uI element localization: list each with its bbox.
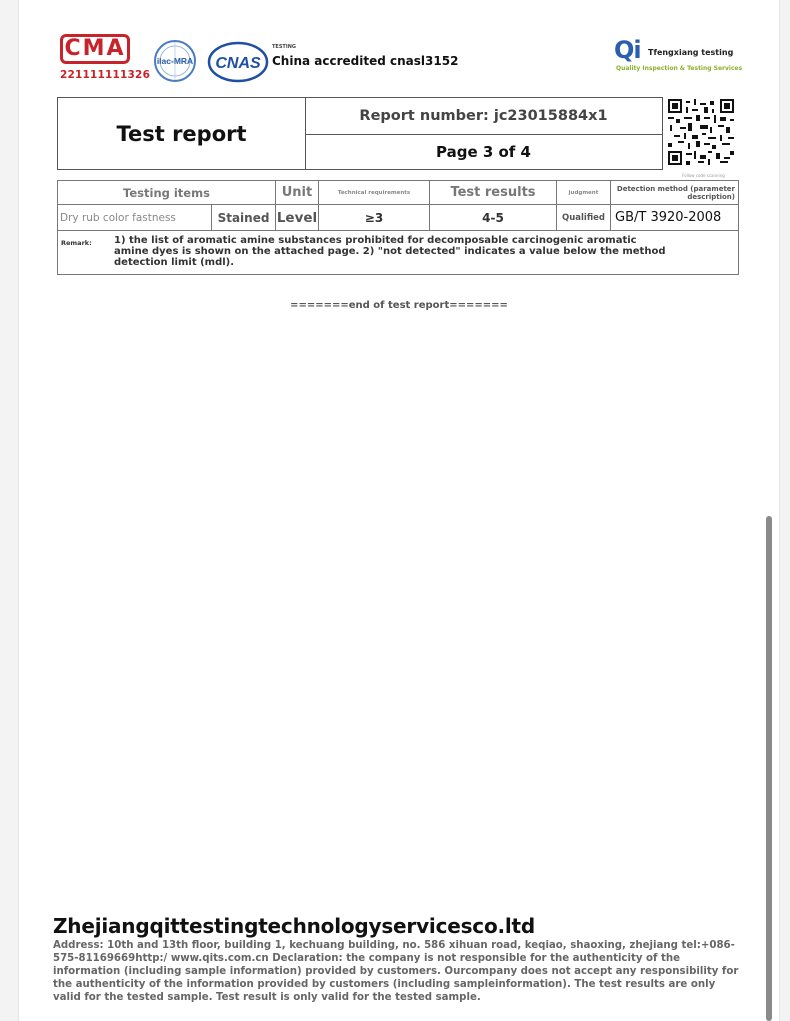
- header-judgment: judgment: [557, 181, 611, 205]
- cnas-mark: CNAS: [215, 55, 261, 72]
- cma-mark: CMA: [60, 34, 130, 64]
- cnas-logo: [207, 41, 269, 83]
- remark-row: [58, 231, 738, 274]
- item-name: Dry rub color fastness: [58, 205, 212, 231]
- item-requirement: ≥3: [319, 205, 430, 231]
- cma-logo: [60, 34, 151, 86]
- end-of-report-marker: =======end of test report=======: [290, 300, 508, 311]
- report-number: Report number: jc23015884x1: [305, 98, 662, 135]
- item-judgment: Qualified: [557, 205, 611, 231]
- testing-mark-text: TESTING: [272, 44, 296, 50]
- header-test-results: Test results: [430, 181, 557, 205]
- remark-text: 1) the list of aromatic amine substances prohibited for decomposable carcinogenic aromatic amine dyes is shown on the attached page. 2) "not detected" indicates a value below the method detection limit (mdl).: [114, 235, 666, 268]
- item-result: 4-5: [430, 205, 557, 231]
- item-unit: Level: [276, 205, 319, 231]
- item-sub-item: Stained: [212, 205, 276, 231]
- qr-caption: Follow code scanning: [682, 173, 725, 178]
- test-results-table: [57, 180, 739, 275]
- qi-tagline: Quality Inspection & Testing Services: [616, 65, 743, 72]
- qi-testing-logo: [614, 36, 743, 76]
- header-detection-method: Detection method (parameter description): [611, 181, 738, 205]
- ilac-mark: ilac-MRA: [156, 56, 194, 66]
- cma-number: 221111111326: [60, 69, 151, 81]
- testing-mark: [272, 44, 302, 50]
- item-method: GB/T 3920-2008: [611, 205, 738, 231]
- remark-label: Remark:: [61, 239, 92, 247]
- page-indicator: Page 3 of 4: [436, 142, 531, 161]
- vertical-scrollbar[interactable]: [766, 516, 772, 1021]
- qi-company-name: Tfengxiang testing: [648, 48, 734, 57]
- company-name: Zhejiangqittestingtechnologyservicesco.ltd: [53, 914, 536, 938]
- company-details: Address: 10th and 13th floor, building 1, kechuang building, no. 586 xihuan road, keqiao, shaoxing, zhejiang tel:+086-575-81169669http:/ www.qits.com.cn Declaration: the company is not responsible for the authenticity of the information (including sample information) provided by customers. Ourcompany does not accept any responsibility for the authenticity of the information provided by customers (including sampleinformation). The test results are only valid for the tested sample. Test result is only valid for the tested sample.: [53, 940, 739, 1003]
- report-title: Test report: [58, 98, 306, 169]
- qi-mark: Qi: [614, 36, 641, 64]
- header-unit: Unit: [276, 181, 319, 205]
- header-testing-items: Testing items: [58, 181, 276, 205]
- accreditation-text: China accredited cnasl3152: [272, 54, 459, 68]
- ilac-mra-logo: [151, 39, 199, 83]
- qr-code-icon: [668, 99, 734, 165]
- header-technical-requirements: Technical requirements: [319, 181, 430, 205]
- report-title-block: [57, 97, 663, 170]
